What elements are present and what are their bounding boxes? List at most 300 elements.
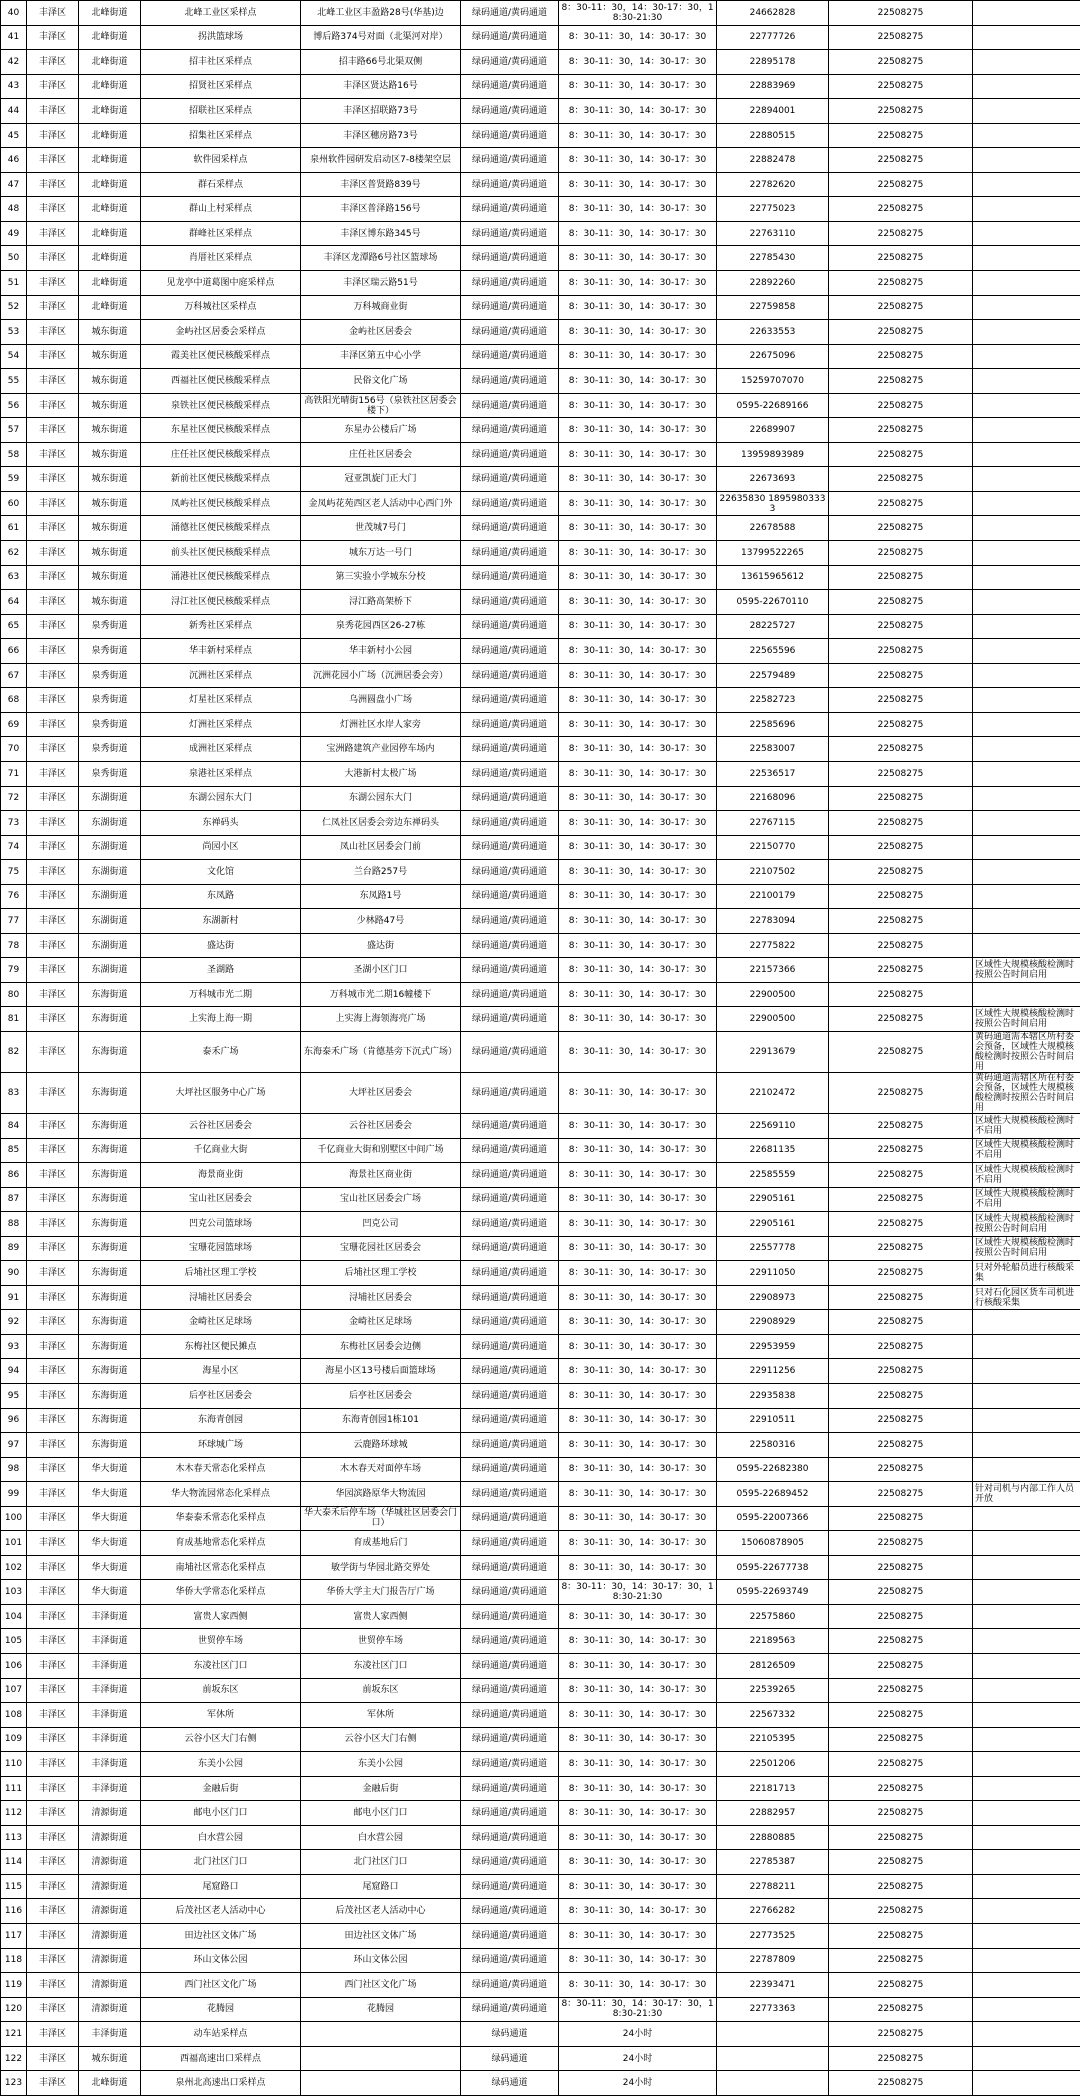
street-cell-text: 东湖街道 xyxy=(81,842,138,852)
channel-cell xyxy=(461,2022,559,2047)
supervise-phone-cell-text: 22508275 xyxy=(831,1882,970,1892)
district-cell-text: 丰泽区 xyxy=(29,695,76,705)
site-name-cell xyxy=(141,1678,301,1703)
row-number xyxy=(1,1163,27,1188)
street-cell xyxy=(79,320,141,345)
hours-cell xyxy=(559,1727,717,1752)
street-cell-text: 城东街道 xyxy=(81,376,138,386)
street-cell xyxy=(79,933,141,958)
district-cell xyxy=(27,1531,79,1556)
hours-cell xyxy=(559,1482,717,1507)
table-row xyxy=(1,2022,1080,2047)
channel-cell-text: 绿码通道/黄码通道 xyxy=(463,8,556,18)
supervise-phone-cell xyxy=(829,1408,973,1433)
row-number-text: 98 xyxy=(3,1464,24,1474)
street-cell-text: 东海街道 xyxy=(81,1243,138,1253)
address-cell-text: 冠亚凯旋门正大门 xyxy=(303,474,458,484)
site-name-cell-text: 后茂社区老人活动中心 xyxy=(143,1906,298,1916)
street-cell xyxy=(79,1359,141,1384)
row-number-text: 99 xyxy=(3,1489,24,1499)
note-cell xyxy=(973,1727,1080,1752)
street-cell-text: 清源街道 xyxy=(81,1833,138,1843)
row-number-text: 83 xyxy=(3,1088,24,1098)
district-cell xyxy=(27,99,79,124)
address-cell-text: 盛达街 xyxy=(303,941,458,951)
phone-cell xyxy=(717,1899,829,1924)
hours-cell-text: 8：30-11：30，14：30-17：30 xyxy=(561,1636,714,1646)
phone-cell-text: 22673693 xyxy=(719,474,826,484)
channel-cell-text: 绿码通道/黄码通道 xyxy=(463,1366,556,1376)
channel-cell-text: 绿码通道/黄码通道 xyxy=(463,720,556,730)
row-number-text: 106 xyxy=(3,1661,24,1671)
table-row xyxy=(1,1924,1080,1949)
site-name-cell xyxy=(141,1776,301,1801)
supervise-phone-cell-text: 22508275 xyxy=(831,671,970,681)
phone-cell xyxy=(717,1310,829,1335)
district-cell xyxy=(27,1678,79,1703)
channel-cell-text: 绿码通道/黄码通道 xyxy=(463,32,556,42)
note-cell xyxy=(973,197,1080,222)
phone-cell-text: 0595-22689452 xyxy=(719,1489,826,1499)
phone-cell-text: 22775023 xyxy=(719,204,826,214)
site-name-cell xyxy=(141,1752,301,1777)
site-name-cell-text: 东海青创园 xyxy=(143,1415,298,1425)
phone-cell-text: 22905161 xyxy=(719,1219,826,1229)
channel-cell xyxy=(461,1261,559,1286)
table-row xyxy=(1,1973,1080,1998)
supervise-phone-cell-text: 22508275 xyxy=(831,253,970,263)
street-cell xyxy=(79,197,141,222)
address-cell xyxy=(301,1948,461,1973)
district-cell xyxy=(27,1482,79,1507)
street-cell-text: 城东街道 xyxy=(81,327,138,337)
supervise-phone-cell-text: 22508275 xyxy=(831,278,970,288)
phone-cell xyxy=(717,1776,829,1801)
district-cell xyxy=(27,393,79,418)
note-cell xyxy=(973,737,1080,762)
district-cell-text: 丰泽区 xyxy=(29,646,76,656)
district-cell xyxy=(27,123,79,148)
phone-cell-text: 22189563 xyxy=(719,1636,826,1646)
channel-cell xyxy=(461,1629,559,1654)
channel-cell-text: 绿码通道/黄码通道 xyxy=(463,769,556,779)
site-name-cell xyxy=(141,1187,301,1212)
phone-cell-text: 22892260 xyxy=(719,278,826,288)
hours-cell xyxy=(559,1801,717,1826)
hours-cell-text: 8：30-11：30，14：30-17：30 xyxy=(561,990,714,1000)
row-number-text: 48 xyxy=(3,204,24,214)
table-row xyxy=(1,516,1080,541)
supervise-phone-cell xyxy=(829,811,973,836)
table-row xyxy=(1,1654,1080,1679)
district-cell-text: 丰泽区 xyxy=(29,769,76,779)
phone-cell-text: 22883969 xyxy=(719,81,826,91)
supervise-phone-cell xyxy=(829,1031,973,1072)
site-name-cell xyxy=(141,1113,301,1138)
hours-cell xyxy=(559,1031,717,1072)
phone-cell-text: 22168096 xyxy=(719,793,826,803)
site-name-cell xyxy=(141,197,301,222)
address-cell xyxy=(301,123,461,148)
street-cell xyxy=(79,1236,141,1261)
phone-cell xyxy=(717,786,829,811)
supervise-phone-cell-text: 22508275 xyxy=(831,1489,970,1499)
street-cell xyxy=(79,1007,141,1032)
hours-cell xyxy=(559,982,717,1007)
hours-cell xyxy=(559,1874,717,1899)
phone-cell-text: 0595-22677738 xyxy=(719,1563,826,1573)
district-cell xyxy=(27,516,79,541)
row-number xyxy=(1,2022,27,2047)
street-cell-text: 东海街道 xyxy=(81,1194,138,1204)
street-cell-text: 丰泽街道 xyxy=(81,1734,138,1744)
phone-cell xyxy=(717,811,829,836)
channel-cell xyxy=(461,541,559,566)
phone-cell-text: 22910511 xyxy=(719,1415,826,1425)
address-cell xyxy=(301,172,461,197)
street-cell xyxy=(79,123,141,148)
note-cell xyxy=(973,835,1080,860)
site-name-cell xyxy=(141,712,301,737)
row-number xyxy=(1,295,27,320)
site-name-cell xyxy=(141,295,301,320)
address-cell-text: 北门社区门口 xyxy=(303,1857,458,1867)
channel-cell xyxy=(461,982,559,1007)
channel-cell xyxy=(461,1874,559,1899)
street-cell-text: 华大街道 xyxy=(81,1538,138,1548)
channel-cell xyxy=(461,688,559,713)
table-row xyxy=(1,1948,1080,1973)
address-cell xyxy=(301,2071,461,2096)
supervise-phone-cell-text: 22508275 xyxy=(831,1808,970,1818)
row-number-text: 62 xyxy=(3,548,24,558)
note-cell xyxy=(973,1899,1080,1924)
address-cell xyxy=(301,1825,461,1850)
street-cell xyxy=(79,1212,141,1237)
phone-cell xyxy=(717,393,829,418)
address-cell xyxy=(301,639,461,664)
row-number xyxy=(1,663,27,688)
hours-cell-text: 24小时 xyxy=(561,2054,714,2064)
hours-cell-text: 8：30-11：30，14：30-17：30 xyxy=(561,1268,714,1278)
district-cell-text: 丰泽区 xyxy=(29,253,76,263)
phone-cell-text: 13615965612 xyxy=(719,572,826,582)
site-name-cell xyxy=(141,1359,301,1384)
site-name-cell-text: 云谷小区大门右侧 xyxy=(143,1734,298,1744)
street-cell-text: 东湖街道 xyxy=(81,941,138,951)
phone-cell-text: 22882478 xyxy=(719,155,826,165)
row-number xyxy=(1,1007,27,1032)
supervise-phone-cell xyxy=(829,2022,973,2047)
street-cell-text: 北峰街道 xyxy=(81,8,138,18)
channel-cell xyxy=(461,1310,559,1335)
supervise-phone-cell-text: 22508275 xyxy=(831,720,970,730)
note-cell xyxy=(973,1604,1080,1629)
note-cell xyxy=(973,2071,1080,2096)
hours-cell-text: 8：30-11：30，14：30-17：30 xyxy=(561,1440,714,1450)
district-cell-text: 丰泽区 xyxy=(29,2078,76,2088)
supervise-phone-cell xyxy=(829,835,973,860)
street-cell-text: 城东街道 xyxy=(81,450,138,460)
supervise-phone-cell xyxy=(829,982,973,1007)
channel-cell-text: 绿码通道/黄码通道 xyxy=(463,106,556,116)
hours-cell xyxy=(559,909,717,934)
hours-cell xyxy=(559,1334,717,1359)
row-number-text: 79 xyxy=(3,965,24,975)
district-cell xyxy=(27,1163,79,1188)
site-name-cell xyxy=(141,1899,301,1924)
address-cell-text: 沉洲花园小广场（沉洲居委会旁） xyxy=(303,671,458,681)
district-cell xyxy=(27,1457,79,1482)
row-number xyxy=(1,1285,27,1310)
district-cell xyxy=(27,590,79,615)
hours-cell-text: 8：30-11：30，14：30-17：30 xyxy=(561,1980,714,1990)
address-cell-text: 大港新村太极广场 xyxy=(303,769,458,779)
channel-cell xyxy=(461,1801,559,1826)
row-number xyxy=(1,467,27,492)
street-cell xyxy=(79,860,141,885)
address-cell xyxy=(301,418,461,443)
hours-cell-text: 8：30-11：30，14：30-17：30 xyxy=(561,376,714,386)
phone-cell xyxy=(717,1236,829,1261)
supervise-phone-cell xyxy=(829,221,973,246)
district-cell-text: 丰泽区 xyxy=(29,2029,76,2039)
street-cell-text: 北峰街道 xyxy=(81,229,138,239)
district-cell xyxy=(27,884,79,909)
supervise-phone-cell xyxy=(829,1776,973,1801)
supervise-phone-cell-text: 22508275 xyxy=(831,2004,970,2014)
channel-cell xyxy=(461,320,559,345)
street-cell xyxy=(79,909,141,934)
address-cell-text: 城东万达一号门 xyxy=(303,548,458,558)
supervise-phone-cell xyxy=(829,99,973,124)
site-name-cell-text: 万科城社区采样点 xyxy=(143,302,298,312)
supervise-phone-cell xyxy=(829,614,973,639)
street-cell xyxy=(79,491,141,516)
street-cell-text: 东海街道 xyxy=(81,990,138,1000)
address-cell-text: 东海青创园1栋101 xyxy=(303,1415,458,1425)
note-cell xyxy=(973,614,1080,639)
hours-cell xyxy=(559,25,717,50)
channel-cell-text: 绿码通道/黄码通道 xyxy=(463,793,556,803)
phone-cell-text: 22763110 xyxy=(719,229,826,239)
street-cell xyxy=(79,1801,141,1826)
hours-cell-text: 8：30-11：30，14：30-17：30 xyxy=(561,1088,714,1098)
phone-cell-text: 22105395 xyxy=(719,1734,826,1744)
supervise-phone-cell-text: 22508275 xyxy=(831,1014,970,1024)
address-cell-text: 华丰新村小公园 xyxy=(303,646,458,656)
site-name-cell-text: 万科城市光二期 xyxy=(143,990,298,1000)
site-name-cell xyxy=(141,369,301,394)
site-name-cell-text: 东湖新村 xyxy=(143,916,298,926)
hours-cell xyxy=(559,639,717,664)
supervise-phone-cell-text: 22508275 xyxy=(831,1563,970,1573)
street-cell xyxy=(79,1285,141,1310)
note-cell xyxy=(973,467,1080,492)
address-cell-text: 东凌社区门口 xyxy=(303,1661,458,1671)
hours-cell-text: 8：30-11：30，14：30-17：30 xyxy=(561,106,714,116)
street-cell-text: 清源街道 xyxy=(81,1931,138,1941)
phone-cell-text: 22569110 xyxy=(719,1121,826,1131)
address-cell-text: 东海泰禾广场（肯德基旁下沉式广场） xyxy=(303,1047,458,1057)
district-cell xyxy=(27,1776,79,1801)
note-cell xyxy=(973,1285,1080,1310)
row-number-text: 111 xyxy=(3,1784,24,1794)
hours-cell-text: 8：30-11：30，14：30-17：30 xyxy=(561,253,714,263)
supervise-phone-cell xyxy=(829,1506,973,1531)
site-name-cell xyxy=(141,688,301,713)
note-cell xyxy=(973,1580,1080,1605)
channel-cell xyxy=(461,1531,559,1556)
channel-cell xyxy=(461,344,559,369)
address-cell-text: 高铁阳光晴街156号（泉铁社区居委会楼下） xyxy=(303,396,458,416)
street-cell xyxy=(79,2022,141,2047)
hours-cell-text: 8：30-11：30，14：30-17：30 xyxy=(561,1317,714,1327)
district-cell xyxy=(27,1113,79,1138)
supervise-phone-cell xyxy=(829,2046,973,2071)
site-name-cell xyxy=(141,663,301,688)
row-number-text: 72 xyxy=(3,793,24,803)
site-name-cell-text: 泰禾广场 xyxy=(143,1047,298,1057)
channel-cell-text: 绿码通道/黄码通道 xyxy=(463,990,556,1000)
phone-cell xyxy=(717,1212,829,1237)
supervise-phone-cell-text: 22508275 xyxy=(831,1931,970,1941)
row-number xyxy=(1,271,27,296)
phone-cell xyxy=(717,688,829,713)
hours-cell xyxy=(559,541,717,566)
phone-cell-text: 22579489 xyxy=(719,671,826,681)
note-cell xyxy=(973,2046,1080,2071)
row-number xyxy=(1,516,27,541)
address-cell-text: 千亿商业大街和别墅区中间广场 xyxy=(303,1145,458,1155)
row-number xyxy=(1,1457,27,1482)
supervise-phone-cell-text: 22508275 xyxy=(831,1464,970,1474)
hours-cell xyxy=(559,811,717,836)
supervise-phone-cell-text: 22508275 xyxy=(831,1513,970,1523)
row-number xyxy=(1,1924,27,1949)
phone-cell-text: 22150770 xyxy=(719,842,826,852)
note-cell-text: 区域性大规模核酸检测时不启用 xyxy=(975,1140,1078,1160)
note-cell xyxy=(973,1850,1080,1875)
site-name-cell xyxy=(141,884,301,909)
phone-cell xyxy=(717,1,829,26)
supervise-phone-cell-text: 22508275 xyxy=(831,1243,970,1253)
channel-cell-text: 绿码通道/黄码通道 xyxy=(463,621,556,631)
supervise-phone-cell xyxy=(829,590,973,615)
supervise-phone-cell xyxy=(829,688,973,713)
note-cell xyxy=(973,688,1080,713)
site-name-cell xyxy=(141,25,301,50)
street-cell-text: 东湖街道 xyxy=(81,818,138,828)
supervise-phone-cell-text: 22508275 xyxy=(831,499,970,509)
address-cell-text: 丰泽区普泽路156号 xyxy=(303,204,458,214)
street-cell-text: 城东街道 xyxy=(81,425,138,435)
street-cell xyxy=(79,1629,141,1654)
supervise-phone-cell xyxy=(829,442,973,467)
district-cell xyxy=(27,1383,79,1408)
address-cell xyxy=(301,246,461,271)
supervise-phone-cell-text: 22508275 xyxy=(831,1685,970,1695)
street-cell xyxy=(79,565,141,590)
table-row xyxy=(1,197,1080,222)
channel-cell-text: 绿码通道/黄码通道 xyxy=(463,1415,556,1425)
site-name-cell-text: 北峰工业区采样点 xyxy=(143,8,298,18)
supervise-phone-cell xyxy=(829,1948,973,1973)
district-cell xyxy=(27,1007,79,1032)
table-row xyxy=(1,1727,1080,1752)
supervise-phone-cell-text: 22508275 xyxy=(831,8,970,18)
district-cell xyxy=(27,271,79,296)
district-cell-text: 丰泽区 xyxy=(29,2004,76,2014)
district-cell-text: 丰泽区 xyxy=(29,131,76,141)
address-cell xyxy=(301,442,461,467)
hours-cell-text: 8：30-11：30，14：30-17：30 xyxy=(561,1563,714,1573)
row-number xyxy=(1,1408,27,1433)
district-cell xyxy=(27,50,79,75)
note-cell xyxy=(973,1163,1080,1188)
phone-cell xyxy=(717,1997,829,2022)
table-row xyxy=(1,1236,1080,1261)
district-cell-text: 丰泽区 xyxy=(29,818,76,828)
district-cell-text: 丰泽区 xyxy=(29,1734,76,1744)
phone-cell xyxy=(717,1629,829,1654)
hours-cell-text: 8：30-11：30，14：30-17：30 xyxy=(561,180,714,190)
note-cell-text: 区域性大规模核酸检测时不启用 xyxy=(975,1116,1078,1136)
hours-cell xyxy=(559,197,717,222)
site-name-cell xyxy=(141,933,301,958)
address-cell-text: 民俗文化广场 xyxy=(303,376,458,386)
row-number-text: 105 xyxy=(3,1636,24,1646)
site-name-cell-text: 肖厝社区采样点 xyxy=(143,253,298,263)
channel-cell xyxy=(461,958,559,983)
site-name-cell xyxy=(141,1433,301,1458)
table-row xyxy=(1,982,1080,1007)
district-cell xyxy=(27,663,79,688)
table-row xyxy=(1,614,1080,639)
note-cell xyxy=(973,1654,1080,1679)
phone-cell-text: 22773363 xyxy=(719,2004,826,2014)
site-name-cell-text: 庄任社区便民核酸采样点 xyxy=(143,450,298,460)
address-cell-text: 华大泰禾后停车场（华城社区居委会门口） xyxy=(303,1508,458,1528)
site-name-cell-text: 群峰社区采样点 xyxy=(143,229,298,239)
site-name-cell-text: 尚园小区 xyxy=(143,842,298,852)
address-cell xyxy=(301,197,461,222)
street-cell xyxy=(79,442,141,467)
district-cell-text: 丰泽区 xyxy=(29,474,76,484)
channel-cell-text: 绿码通道/黄码通道 xyxy=(463,81,556,91)
channel-cell-text: 绿码通道/黄码通道 xyxy=(463,1088,556,1098)
hours-cell-text: 8：30-11：30，14：30-17：30 xyxy=(561,1145,714,1155)
address-cell xyxy=(301,221,461,246)
row-number xyxy=(1,712,27,737)
row-number xyxy=(1,1997,27,2022)
street-cell xyxy=(79,1580,141,1605)
site-name-cell xyxy=(141,271,301,296)
row-number-text: 64 xyxy=(3,597,24,607)
hours-cell-text: 8：30-11：30，14：30-17：30 xyxy=(561,671,714,681)
site-name-cell-text: 育成基地常态化采样点 xyxy=(143,1538,298,1548)
row-number-text: 91 xyxy=(3,1293,24,1303)
district-cell-text: 丰泽区 xyxy=(29,1088,76,1098)
street-cell xyxy=(79,1138,141,1163)
hours-cell xyxy=(559,50,717,75)
district-cell-text: 丰泽区 xyxy=(29,1219,76,1229)
supervise-phone-cell-text: 22508275 xyxy=(831,474,970,484)
site-name-cell xyxy=(141,1,301,26)
site-name-cell-text: 军休所 xyxy=(143,1710,298,1720)
row-number xyxy=(1,246,27,271)
phone-cell-text: 22895178 xyxy=(719,57,826,67)
